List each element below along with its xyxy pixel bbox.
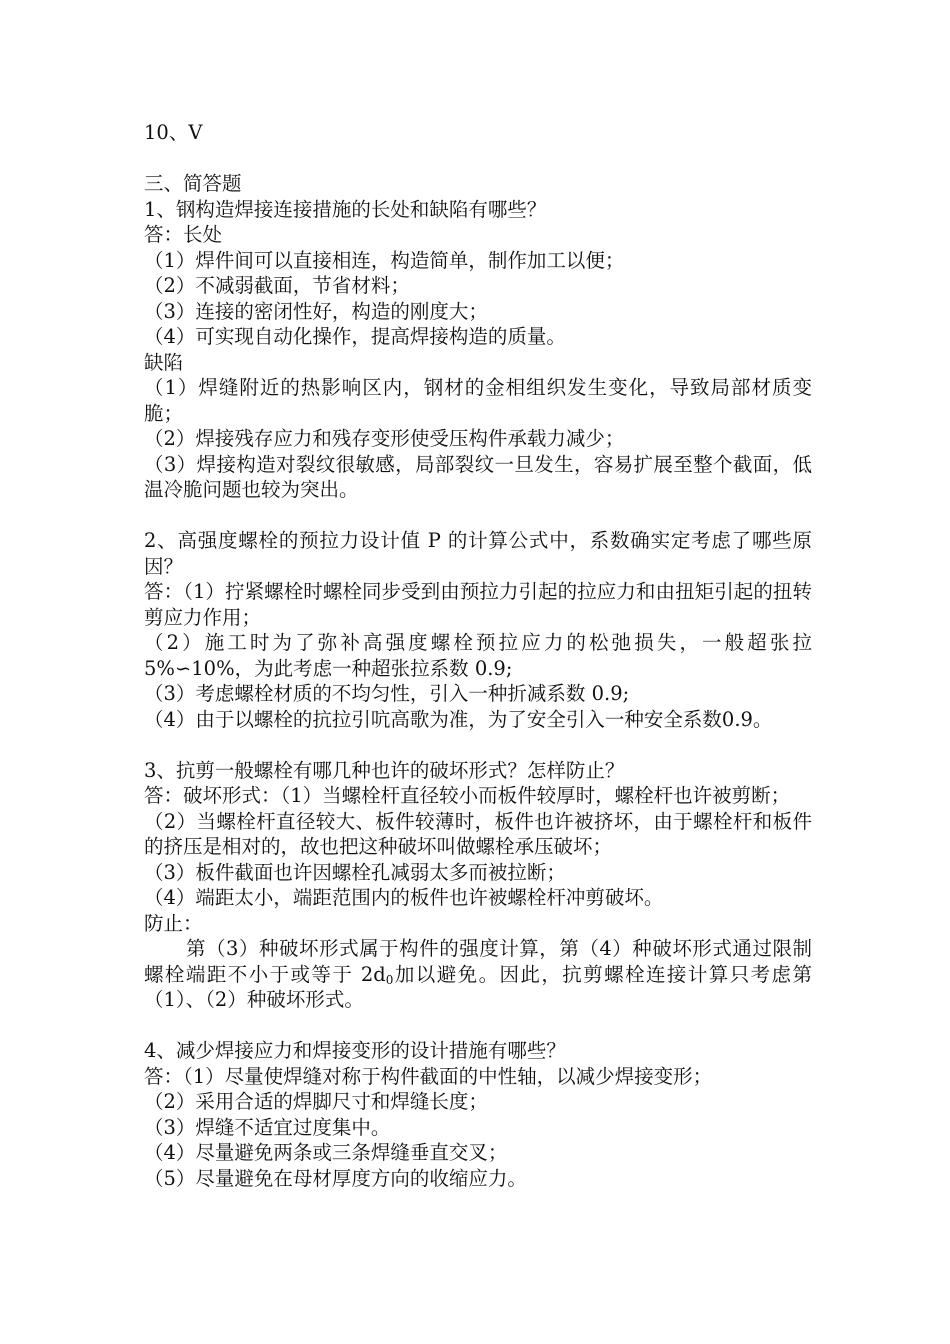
prevent-paragraph xyxy=(144,936,812,1013)
question-4: 4、减少焊接应力和焊接变形的设计措施有哪些？ xyxy=(144,1039,566,1062)
spacer xyxy=(144,732,812,758)
con-item: （2）焊接残存应力和残存变形使受压构件承载力减少； xyxy=(144,427,625,450)
answer-item: （2）施工时为了弥补高强度螺栓预拉应力的松弛损失，一般超张拉5%∽10%，为此考虑一种超张拉系数 0.9; xyxy=(144,631,812,680)
con-item: （1）焊缝附近的热影响区内，钢材的金相组织发生变化，导致局部材质变脆； xyxy=(144,376,812,425)
answer-item: （4）端距太小，端距范围内的板件也许被螺栓杆冲剪破坏。 xyxy=(144,886,664,909)
spacer xyxy=(144,146,812,172)
answer-item: （3）板件截面也许因螺栓孔减弱太多而被拉断； xyxy=(144,860,566,884)
pro-item: （3）连接的密闭性好，构造的刚度大； xyxy=(144,299,488,323)
prevent-text-a: 第（3）种破坏形式属于构件的强度计算，第（4）种破坏形式通过限制螺栓端距不小于或等于 2d xyxy=(144,937,812,986)
spacer xyxy=(144,1013,812,1039)
spacer xyxy=(144,503,812,529)
answer-item: 答：（1）拧紧螺栓时螺栓同步受到由预拉力引起的拉应力和由扭矩引起的扭转剪应力作用； xyxy=(144,580,812,629)
document-page xyxy=(144,120,812,1191)
question-2: 2、高强度螺栓的预拉力设计值 P 的计算公式中，系数确实定考虑了哪些原因？ xyxy=(144,529,812,578)
answer-item: （4）尽量避免两条或三条焊缝垂直交叉； xyxy=(144,1141,508,1164)
pro-item: （2）不减弱截面，节省材料； xyxy=(144,274,410,297)
con-item: （3）焊接构造对裂纹很敏感，局部裂纹一旦发生，容易扩展至整个截面，低温冷脆问题也较为突出。 xyxy=(144,452,812,501)
answer-item: （5）尽量避免在母材厚度方向的收缩应力。 xyxy=(144,1166,527,1190)
subscript-zero: 0 xyxy=(385,972,394,987)
answer-item: （2）当螺栓杆直径较大、板件较薄时，板件也许被挤坏，由于螺栓杆和板件的挤压是相对的，故也把这种破坏叫做螺栓承压破坏； xyxy=(144,809,812,858)
answer-item: 答：（1）尽量使焊缝对称于构件截面的中性轴，以减少焊接变形； xyxy=(144,1064,713,1088)
answer-item: （4）由于以螺栓的抗拉引吭高歌为准，为了安全引入一种安全系数0.9。 xyxy=(144,707,773,731)
previous-answer: 10、V xyxy=(144,121,203,144)
prevent-label: 防止： xyxy=(144,911,203,935)
section-title: 三、简答题 xyxy=(144,172,242,195)
answer-item: 答：破坏形式：（1）当螺栓杆直径较小而板件较厚时，螺栓杆也许被剪断； xyxy=(144,784,791,807)
answer-label: 答：长处 xyxy=(144,223,223,246)
pro-item: （1）焊件间可以直接相连，构造简单，制作加工以便； xyxy=(144,248,625,272)
pro-item: （4）可实现自动化操作，提高焊接构造的质量。 xyxy=(144,325,566,348)
prevent-text-b: 加以避免。因此，抗剪螺栓连接计算只考虑第（1）、（2）种破坏形式。 xyxy=(144,962,812,1011)
answer-item: （3）焊缝不适宜过度集中。 xyxy=(144,1115,391,1139)
question-1: 1、钢构造焊接连接措施的长处和缺陷有哪些？ xyxy=(144,197,547,221)
cons-label: 缺陷 xyxy=(144,350,184,374)
answer-item: （3）考虑螺栓材质的不均匀性，引入一种折减系数 0.9; xyxy=(144,682,630,705)
answer-item: （2）采用合适的焊脚尺寸和焊缝长度； xyxy=(144,1090,488,1113)
question-3: 3、抗剪一般螺栓有哪几种也许的破坏形式？怎样防止？ xyxy=(144,758,625,782)
